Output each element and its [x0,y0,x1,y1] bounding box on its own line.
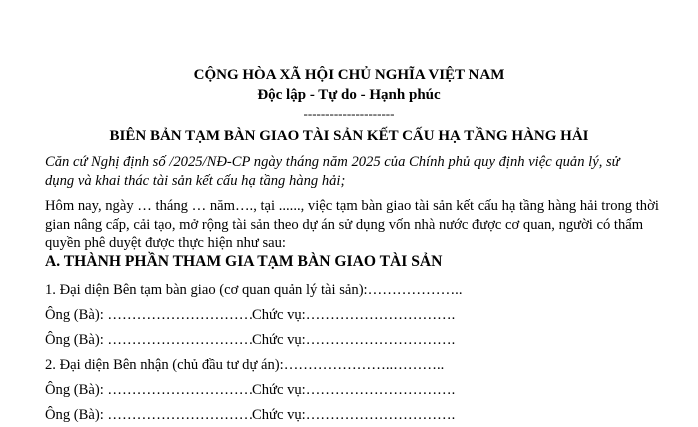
national-title: CỘNG HÒA XÃ HỘI CHỦ NGHĨA VIỆT NAM [193,67,505,83]
representative-position-field: Chức vụ:…………………………. [252,332,456,348]
legal-basis-line: Căn cứ Nghị định số /2025/NĐ-CP ngày tháng năm 2025 của Chính phủ quy định việc quản lý, sử [45,154,620,170]
intro-paragraph-line: Hôm nay, ngày … tháng … năm…., tại ......, việc tạm bàn giao tài sản kết cấu hạ tầng hàng hải trong thời [45,198,659,214]
header-separator: --------------------- [303,106,395,121]
representative-position-field: Chức vụ:…………………………. [252,307,456,323]
national-motto: Độc lập - Tự do - Hạnh phúc [257,87,441,103]
representative-position-field: Chức vụ:…………………………. [252,382,456,398]
representative-name-field: Ông (Bà): ………………………… [45,332,254,348]
representative-name-field: Ông (Bà): ………………………… [45,382,254,398]
legal-basis-line: dụng và khai thác tài sản kết cấu hạ tầng hàng hải; [45,173,346,189]
representative-position-field: Chức vụ:…………………………. [252,407,456,423]
transferor-representative-label: 1. Đại diện Bên tạm bàn giao (cơ quan quản lý tài sản):……………….. [45,282,463,298]
representative-name-field: Ông (Bà): ………………………… [45,407,254,423]
recipient-representative-label: 2. Đại diện Bên nhận (chủ đầu tư dự án):…………………..……….. [45,357,445,373]
section-a-heading: A. THÀNH PHẦN THAM GIA TẠM BÀN GIAO TÀI SẢN [45,253,443,270]
intro-paragraph-line: gian nâng cấp, cải tạo, mở rộng tài sản theo dự án sử dụng vốn nhà nước được cơ quan, người có thẩm [45,217,644,233]
document-title: BIÊN BẢN TẠM BÀN GIAO TÀI SẢN KẾT CẤU HẠ TẦNG HÀNG HẢI [109,128,589,144]
intro-paragraph-line: quyền phê duyệt được thực hiện như sau: [45,235,286,251]
representative-name-field: Ông (Bà): ………………………… [45,307,254,323]
